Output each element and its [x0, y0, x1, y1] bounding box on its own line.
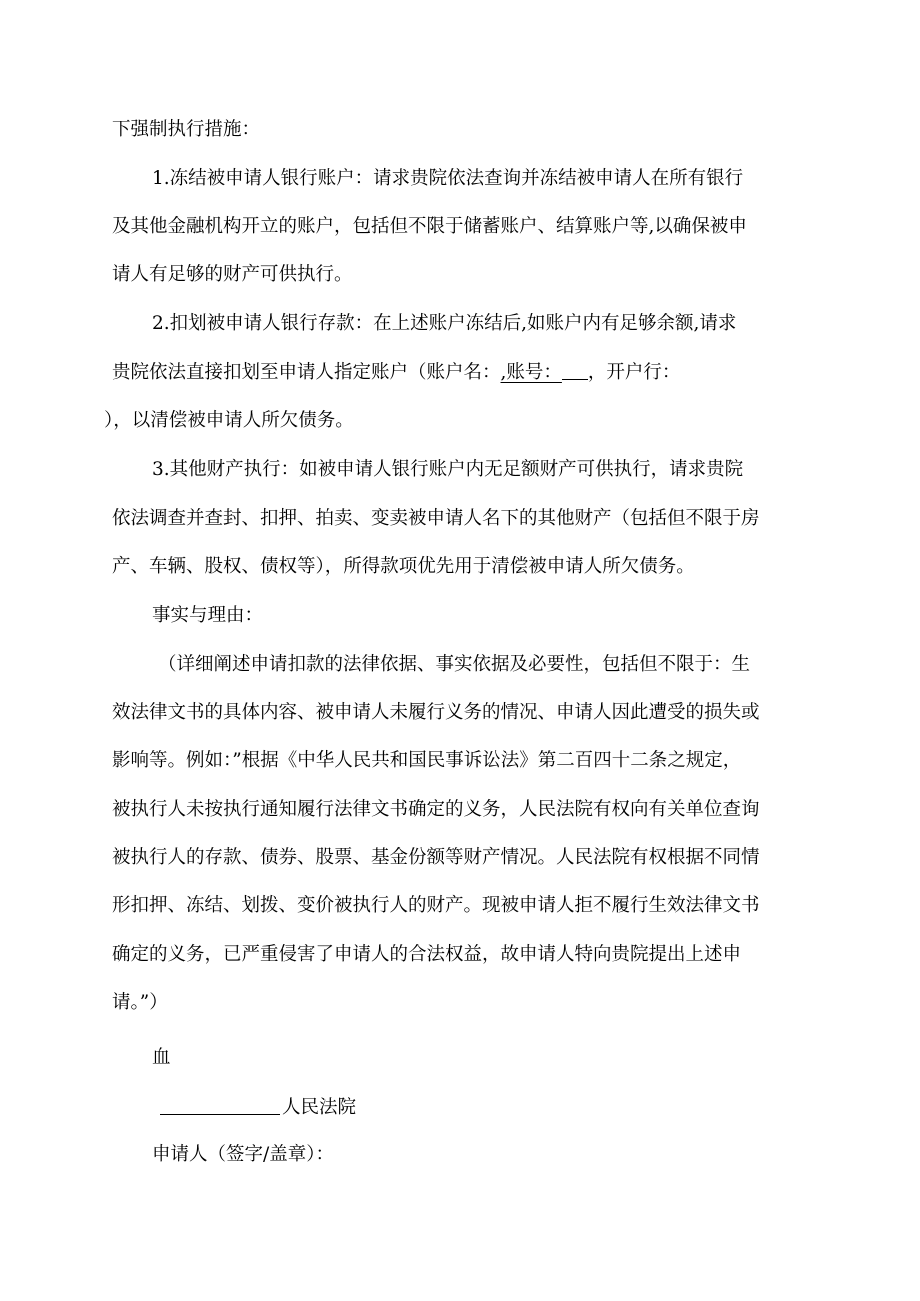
facts-line6: 形扣押、冻结、划拨、变价被执行人的财产。现被申请人拒不履行生效法律文书 — [112, 895, 760, 916]
facts-line7: 确定的义务，已严重侵害了申请人的合法权益，故申请人特向贵院提出上述申 — [112, 944, 742, 965]
item2-line2 — [112, 359, 680, 385]
item1-line1: 1.冻结被申请人银行账户：请求贵院依法查询并冻结被申请人在所有银行 — [152, 168, 744, 189]
facts-line8: 请。”） — [112, 992, 168, 1013]
court-line — [160, 1094, 356, 1120]
facts-line1: （详细阐述申请扣款的法律依据、事实依据及必要性，包括但不限于：生 — [158, 654, 751, 675]
facts-line3: 影响等。例如：”根据《中华人民共和国民事诉讼法》第二百四十二条之规定， — [112, 750, 742, 771]
applicant-signature-label: 申请人（签字/盖章）： — [152, 1144, 334, 1165]
salutation: 血 — [152, 1047, 171, 1068]
court-name-blank — [160, 1094, 280, 1115]
item3-line3: 产、车辆、股权、债权等），所得款项优先用于清偿被申请人所欠债务。 — [112, 556, 695, 577]
item2-line1: 2.扣划被申请人银行存款：在上述账户冻结后,如账户内有足够余额,请求 — [152, 313, 737, 334]
facts-line2: 效法律文书的具体内容、被申请人未履行义务的情况、申请人因此遭受的损失或 — [112, 702, 760, 723]
item1-line3: 请人有足够的财产可供执行。 — [112, 264, 353, 285]
account-number-field: ,账号： — [500, 362, 562, 383]
item3-line1: 3.其他财产执行：如被申请人银行账户内无足额财产可供执行，请求贵院 — [152, 459, 744, 480]
account-number-blank — [562, 359, 588, 380]
intro-line: 下强制执行措施： — [112, 119, 261, 140]
item2-line3: ），以清偿被申请人所欠债务。 — [104, 410, 354, 431]
item2-line2-suffix: ，开户行： — [587, 362, 681, 383]
facts-line5: 被执行人的存款、债券、股票、基金份额等财产情况。人民法院有权根据不同情 — [112, 847, 760, 868]
facts-line4: 被执行人未按执行通知履行法律文书确定的义务，人民法院有权向有关单位查询 — [112, 799, 760, 820]
facts-heading: 事实与理由： — [152, 605, 264, 626]
item2-line2-prefix: 贵院依法直接扣划至申请人指定账户（账户名： — [112, 362, 501, 383]
item1-line2: 及其他金融机构开立的账户，包括但不限于储蓄账户、结算账户等,以确保被申 — [112, 216, 747, 237]
item3-line2: 依法调查并查封、扣押、拍卖、变卖被申请人名下的其他财产（包括但不限于房 — [112, 508, 760, 529]
court-suffix: 人民法院 — [282, 1097, 357, 1118]
